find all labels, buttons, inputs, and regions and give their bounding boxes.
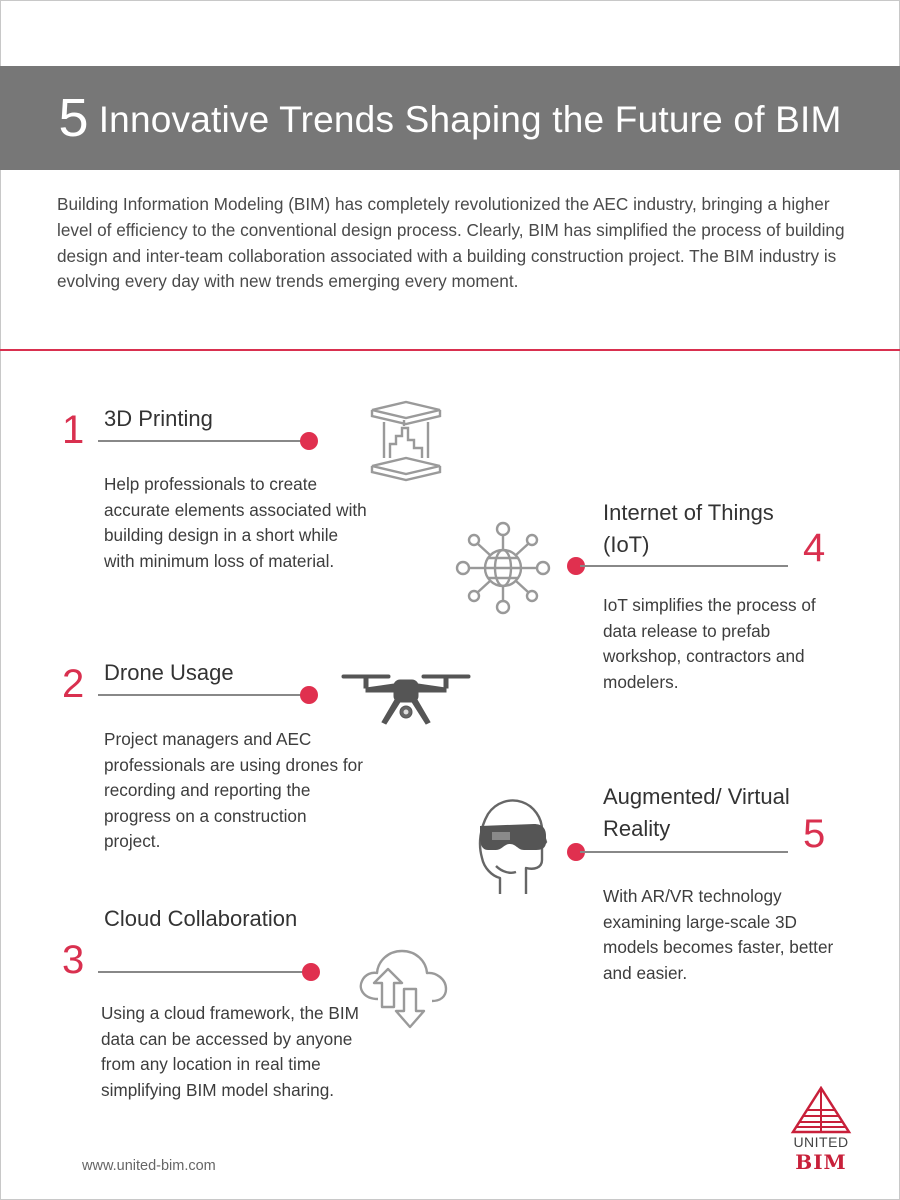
trend-2-text: Project managers and AEC professionals are using drones for recording and reporting the progress on a construction project. [104, 729, 363, 852]
intro-paragraph: Building Information Modeling (BIM) has completely revolutionized the AEC industry, bringing a higher level of efficiency to the conventional design process. Clearly, BIM has simplified the process of building design and inter-team collaboration associated with a building construction project. The BIM industry is evolving every day with new trends emerging every moment. [57, 194, 845, 292]
trend-5-text: With AR/VR technology examining large-scale 3D models becomes faster, better and easier. [603, 886, 834, 983]
logo-building-icon [781, 1086, 861, 1136]
trend-2-title: Drone Usage [104, 660, 234, 685]
trend-1-text: Help professionals to create accurate elements associated with building design in a short while with minimum loss of material. [104, 474, 367, 571]
trend-5-number: 5 [803, 812, 826, 856]
trend-3-dot [302, 963, 320, 981]
trend-2-number: 2 [62, 662, 85, 706]
trend-3-rule [98, 971, 310, 973]
trend-2-rule [98, 694, 308, 696]
logo-text-bim: BIM [795, 1150, 847, 1174]
united-bim-logo [781, 1086, 861, 1176]
trend-2-dot [300, 686, 318, 704]
title-text: Innovative Trends Shaping the Future of BIM [98, 99, 842, 140]
section-divider [0, 349, 900, 351]
trend-1-rule [98, 440, 308, 442]
vr-headset-icon [470, 794, 552, 896]
trend-4-title: Internet of Things (IoT) [603, 500, 774, 557]
iot-globe-icon [454, 520, 552, 616]
trend-1-number: 1 [62, 408, 85, 452]
trend-3-title: Cloud Collaboration [104, 906, 298, 931]
3d-printer-icon [364, 400, 448, 482]
logo-text-united: UNITED [793, 1134, 849, 1150]
trend-3-text: Using a cloud framework, the BIM data can be accessed by anyone from any location in real time simplifying BIM model sharing. [101, 1003, 359, 1100]
cloud-sync-icon [356, 945, 450, 1033]
page-title [58, 87, 841, 149]
title-band [0, 66, 900, 170]
trend-1-dot [300, 432, 318, 450]
trend-5-title: Augmented/ Virtual Reality [603, 784, 790, 841]
website-url[interactable]: www.united-bim.com [82, 1158, 216, 1174]
title-number: 5 [58, 88, 89, 148]
trend-4-rule [580, 565, 788, 567]
trend-4-number: 4 [803, 526, 826, 570]
trend-3-number: 3 [62, 938, 85, 982]
trend-5-rule [580, 851, 788, 853]
trend-4-text: IoT simplifies the process of data release to prefab workshop, contractors and modelers. [603, 595, 816, 692]
drone-icon [338, 662, 474, 742]
trend-1-title: 3D Printing [104, 406, 213, 431]
